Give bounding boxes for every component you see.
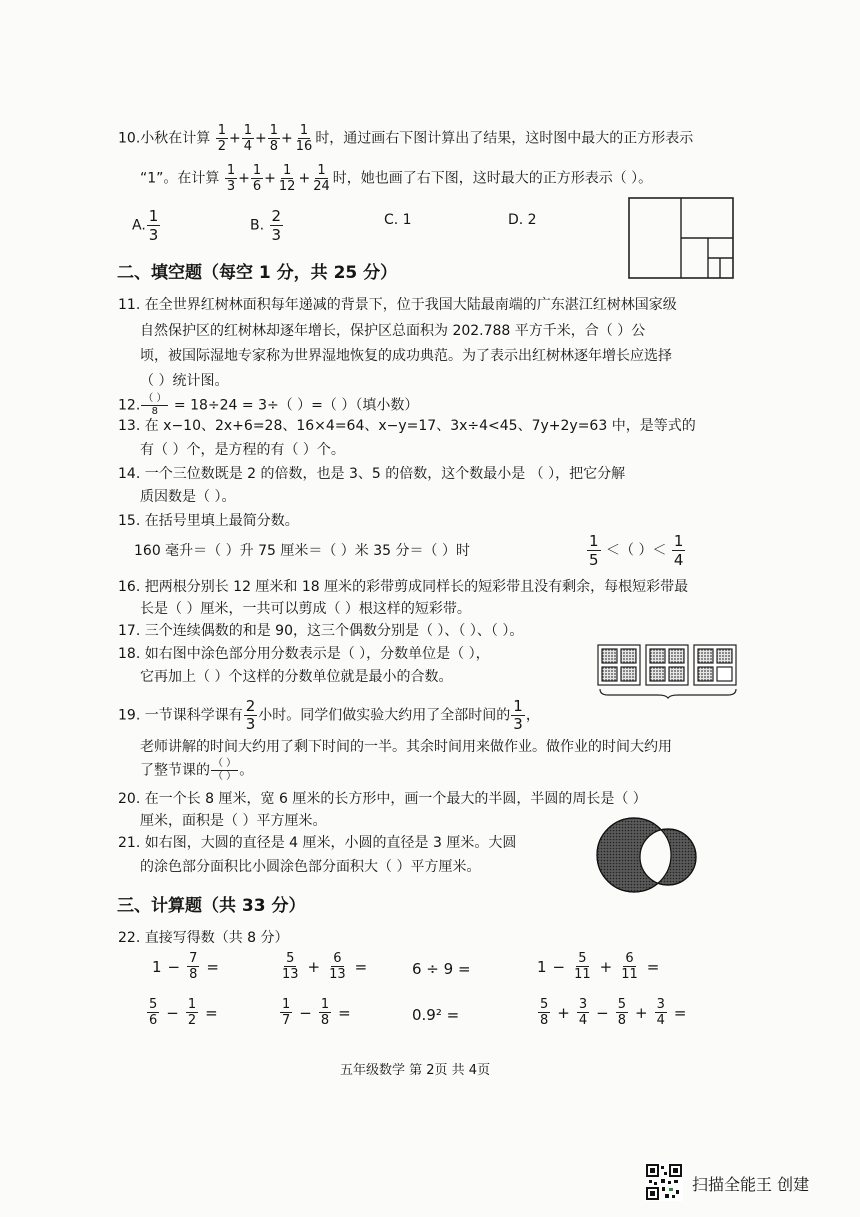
q18-line2: 它再加上（ ）个这样的分数单位就是最小的合数。 [140,669,453,685]
q16-line1: 16. 把两根分别长 12 厘米和 18 厘米的彩带剪成同样长的短彩带且没有剩余，每根短彩带最 [118,579,689,595]
q14-line2: 质因数是（ ）。 [140,489,236,505]
q13-line1: 13. 在 x−10、2x+6=28、16×4=64、x−y=17、3x÷4<45、7y+2y=63 中，是等式的 [118,418,696,434]
q10-option-a: A. $\frac{1}{3}$ [132,207,159,244]
page-footer: 五年级数学 第 2页 共 4页 [340,1063,491,1078]
q19-line1: 19. 一节课科学课有 $\frac{2}{3}$ 小时。同学们做实验大约用了全部时间的 $\frac{1}{3}$ ， [118,697,540,733]
q21-line2: 的涂色部分面积比小圆涂色部分面积大（ ）平方厘米。 [140,859,481,875]
q22-title: 22. 直接写得数（共 8 分） [118,930,289,946]
q14-line1: 14. 一个三位数既是 2 的倍数，也是 3、5 的倍数，这个数最小是 （ ），把它分解 [118,466,626,482]
q11-line4: （ ）统计图。 [140,373,229,389]
calc-6: $\frac{1}{7}$ − $\frac{1}{8}$ = [282,997,351,1028]
q21-line1: 21. 如右图，大圆的直径是 4 厘米，小圆的直径是 3 厘米。大圆 [118,835,517,851]
q18-line1: 18. 如右图中涂色部分用分数表示是（ ），分数单位是（ ）， [118,646,490,662]
calc-1: 1 − $\frac{7}{8}$ = [152,951,219,982]
q19-line2: 老师讲解的时间大约用了剩下时间的一半。其余时间用来做作业。做作业的时间大约用 [140,739,672,755]
shaded-squares-figure [596,643,740,699]
q20-line2: 厘米，面积是（ ）平方厘米。 [140,813,327,829]
section-2-heading: 二、填空题（每空 1 分，共 25 分） [117,263,398,283]
q19-line3: 了整节课的 $\frac{( )}{( )}$ 。 [140,758,254,782]
overlapping-circles-figure [594,814,704,896]
calc-4: 1 − $\frac{5}{11}$ + $\frac{6}{11}$ = [537,951,660,982]
nested-squares-figure [628,197,734,279]
q15-title: 15. 在括号里填上最简分数。 [118,513,299,529]
q17-line: 17. 三个连续偶数的和是 90，这三个偶数分别是（ ）、（ ）、（ ）。 [118,623,524,639]
calc-5: $\frac{5}{6}$ − $\frac{1}{2}$ = [149,997,218,1028]
section-3-heading: 三、计算题（共 33 分） [117,896,306,916]
q11-line3: 顷，被国际湿地专家称为世界湿地恢复的成功典范。为了表示出红树林逐年增长应选择 [140,348,672,364]
q10-line2: “1”。在计算 $\frac{1}{3}$ + $\frac{1}{6}$ + $\frac{1}{12}$ + $\frac{1}{24}$ 时，她也画了右下图，这时最大的正方形表示（ ）。 [140,163,653,194]
calc-3: 6 ÷ 9 = [412,960,471,978]
q13-line2: 有（ ）个，是方程的有（ ）个。 [140,442,345,458]
calc-7: 0.9² = [412,1006,460,1024]
q10-option-c: C. 1 [384,212,412,228]
calc-2: $\frac{5}{13}$ + $\frac{6}{13}$ = [282,951,368,982]
qr-code-icon [645,1163,683,1201]
watermark-text: 扫描全能王 创建 [692,1175,810,1194]
q10-line1: 10.小秋在计算 $\frac{1}{2}$ + $\frac{1}{4}$ + $\frac{1}{8}$ + $\frac{1}{16}$ 时，通过画右下图计算出了结果，这时图中最大的正方形表示 [118,123,694,154]
q10-option-d: D. 2 [508,212,537,228]
q16-line2: 长是（ ）厘米，一共可以剪成（ ）根这样的短彩带。 [140,601,471,617]
q10-option-b: B. $\frac{2}{3}$ [250,207,282,244]
q15-compare: $\frac{1}{5}$ ＜（ ）＜ $\frac{1}{4}$ [589,532,684,569]
calc-8: $\frac{5}{8}$ + $\frac{3}{4}$ − $\frac{5}{8}$ + $\frac{3}{4}$ = [540,997,687,1028]
q12-line: 12. $\frac{( )}{8}$ = 18÷24 = 3÷（ ）=（ ）（填小数） [118,393,419,417]
q20-line1: 20. 在一个长 8 厘米，宽 6 厘米的长方形中，画一个最大的半圆，半圆的周长是（ ） [118,791,647,807]
q11-line2: 自然保护区的红树林却逐年增长，保护区总面积为 202.788 平方千米，合（ ）公 [140,323,646,339]
q15-items: 160 毫升＝（ ）升 75 厘米＝（ ）米 35 分＝（ ）时 [134,543,470,559]
q11-line1: 11. 在全世界红树林面积每年递减的背景下，位于我国大陆最南端的广东湛江红树林国家级 [118,297,677,313]
